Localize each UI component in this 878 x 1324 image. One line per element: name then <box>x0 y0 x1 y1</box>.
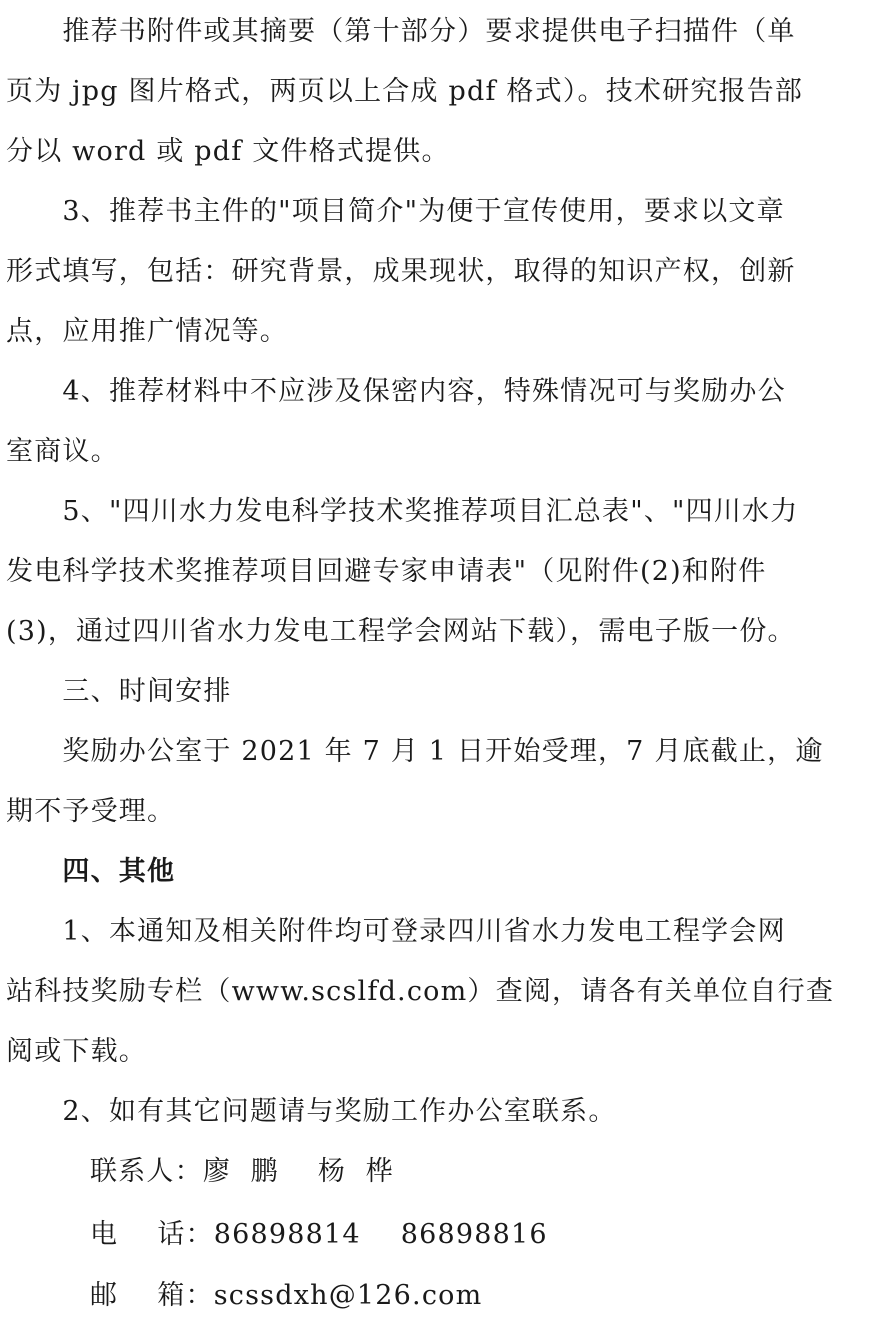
section-heading-schedule: 三、时间安排 <box>6 676 232 707</box>
contact-person-label: 联系人： <box>90 1156 203 1187</box>
contact-person-value: 廖 鹏 杨 桦 <box>202 1156 394 1187</box>
paragraph-line: 1、本通知及相关附件均可登录四川省水力发电工程学会网 <box>6 916 786 947</box>
paragraph-line: 形式填写，包括：研究背景，成果现状，取得的知识产权，创新 <box>6 256 796 287</box>
paragraph-line: 3、推荐书主件的"项目简介"为便于宣传使用，要求以文章 <box>6 196 785 227</box>
paragraph-line: 2、如有其它问题请与奖励工作办公室联系。 <box>6 1096 617 1127</box>
paragraph-line: 5、"四川水力发电科学技术奖推荐项目汇总表"、"四川水力 <box>6 496 799 527</box>
paragraph-line: 阅或下载。 <box>6 1036 147 1067</box>
contact-email-row <box>90 1276 482 1316</box>
paragraph-line: 推荐书附件或其摘要（第十部分）要求提供电子扫描件（单 <box>6 16 796 47</box>
paragraph-line: 分以 word 或 pdf 文件格式提供。 <box>6 136 450 167</box>
contact-phone-2: 86898816 <box>400 1219 548 1250</box>
paragraph-line: 点，应用推广情况等。 <box>6 316 288 347</box>
contact-email-label: 邮 箱： <box>90 1280 214 1311</box>
contact-person-row <box>90 1152 394 1192</box>
paragraph-line: 4、推荐材料中不应涉及保密内容，特殊情况可与奖励办公 <box>6 376 786 407</box>
paragraph-line: 奖励办公室于 2021 年 7 月 1 日开始受理，7 月底截止，逾 <box>6 736 824 767</box>
paragraph-line: 页为 jpg 图片格式，两页以上合成 pdf 格式）。技术研究报告部 <box>6 76 804 107</box>
paragraph-line: 站科技奖励专栏（www.scslfd.com）查阅，请各有关单位自行查 <box>6 976 835 1007</box>
contact-phone-label: 电 话： <box>90 1219 214 1250</box>
paragraph-line: 发电科学技术奖推荐项目回避专家申请表"（见附件(2)和附件 <box>6 556 767 587</box>
paragraph-line: 期不予受理。 <box>6 796 176 827</box>
contact-email-value: scssdxh@126.com <box>213 1280 483 1311</box>
contact-phone-1: 86898814 <box>213 1219 361 1250</box>
contact-phone-row <box>90 1215 548 1255</box>
paragraph-line: (3)，通过四川省水力发电工程学会网站下载），需电子版一份。 <box>6 616 796 647</box>
section-heading-other: 四、其他 <box>6 856 176 887</box>
paragraph-line: 室商议。 <box>6 436 119 467</box>
